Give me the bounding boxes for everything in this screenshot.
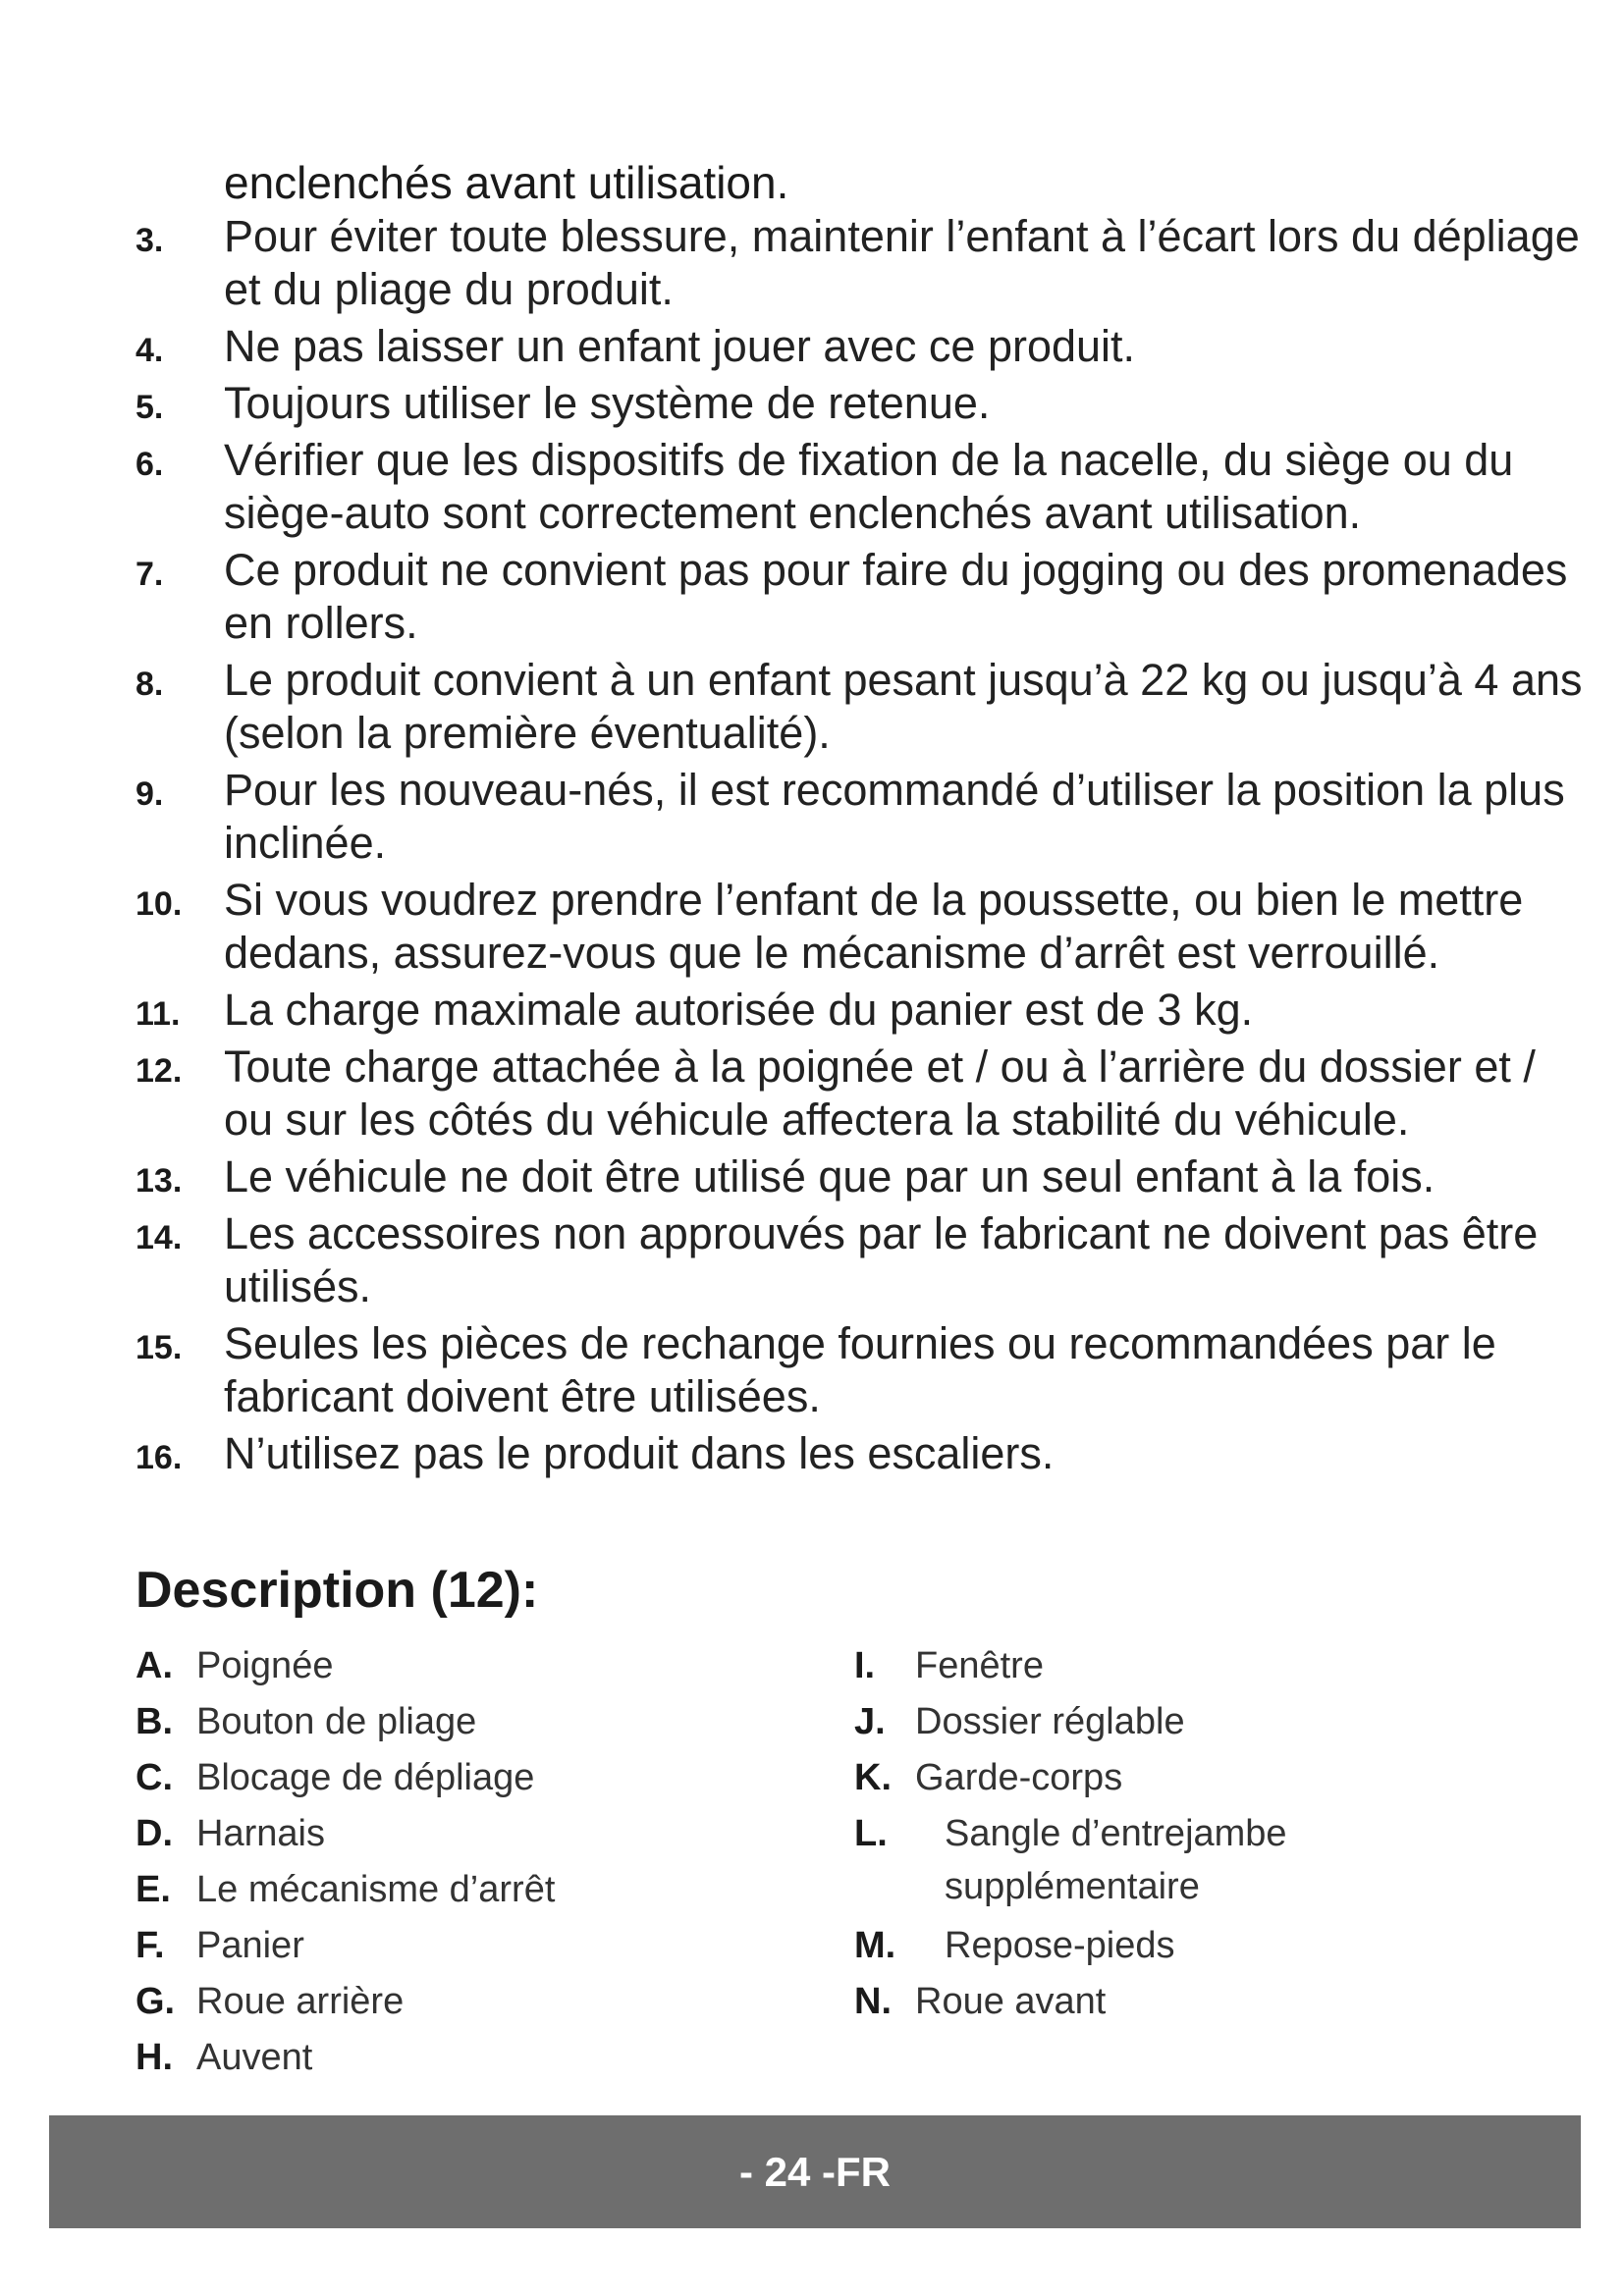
part-letter: C. [135,1757,173,1798]
safety-list [135,210,1589,1484]
item-text: La charge maximale autorisée du panier est de 3 kg. [224,985,1254,1035]
item-number: 7. [135,556,164,593]
part-label: Panier [196,1925,304,1966]
part-letter: J. [854,1701,886,1742]
part-letter: L. [854,1813,888,1854]
list-item [135,1150,1589,1203]
list-item [854,1695,1542,1751]
list-item [135,764,1589,870]
page-footer [49,2115,1581,2228]
part-label: Fenêtre [915,1645,1044,1686]
list-item [135,1427,1589,1480]
part-letter: K. [854,1757,892,1798]
item-number: 15. [135,1329,183,1366]
description-list-left [135,1639,823,2087]
list-item [135,544,1589,650]
item-text: Si vous voudrez prendre l’enfant de la poussette, ou bien le mettre dedans, assurez-vous que le mécanisme d’arrêt est verrouillé. [224,875,1524,978]
item-text: N’utilisez pas le produit dans les escaliers. [224,1428,1055,1478]
list-item [135,1807,823,1863]
item-number: 6. [135,446,164,483]
part-letter: N. [854,1981,892,2022]
item-number: 4. [135,332,164,369]
list-item [135,1751,823,1807]
part-label: Harnais [196,1813,325,1854]
part-letter: G. [135,1981,176,2022]
list-item [135,1041,1589,1147]
item-number: 16. [135,1439,183,1476]
item-number: 8. [135,666,164,703]
part-label: Auvent [196,2037,313,2078]
item-text: Toute charge attachée à la poignée et / ou à l’arrière du dossier et / ou sur les côtés du véhicule affectera la stabilité du véhicule. [224,1041,1536,1145]
item-number: 10. [135,885,183,923]
part-label: Garde-corps [915,1757,1123,1798]
part-label: Roue arrière [196,1981,405,2022]
part-letter: I. [854,1645,876,1686]
part-label: Poignée [196,1645,334,1686]
list-item [135,210,1589,316]
list-item [135,1317,1589,1423]
part-label: Dossier réglable [915,1701,1185,1742]
list-item [135,654,1589,760]
item-number: 12. [135,1052,183,1090]
list-item [135,2031,823,2087]
list-item [135,1975,823,2031]
part-label: Sangle d’entrejambe supplémentaire [945,1813,1287,1907]
item-number: 5. [135,389,164,426]
page-number: - 24 -FR [738,2148,891,2195]
part-label: Le mécanisme d’arrêt [196,1869,556,1910]
item-text: Seules les pièces de rechange fournies ou recommandées par le fabricant doivent être utilisées. [224,1318,1496,1421]
list-item [854,1639,1542,1695]
continuation-text: enclenchés avant utilisation. [224,157,789,208]
item-text: Le produit convient à un enfant pesant jusqu’à 22 kg ou jusqu’à 4 ans (selon la première éventualité). [224,655,1583,758]
description-list-right [854,1639,1542,2031]
item-text: Ne pas laisser un enfant jouer avec ce produit. [224,321,1136,371]
list-item [135,1695,823,1751]
list-item [135,320,1589,373]
part-label: Repose-pieds [945,1925,1175,1966]
item-text: Ce produit ne convient pas pour faire du jogging ou des promenades en rollers. [224,545,1568,648]
part-letter: D. [135,1813,173,1854]
part-label: Blocage de dépliage [196,1757,535,1798]
part-letter: A. [135,1645,173,1686]
item-number: 9. [135,775,164,813]
list-item [854,1919,1542,1975]
list-item [135,984,1589,1037]
list-item [135,1919,823,1975]
list-item [854,1975,1542,2031]
list-item [135,1207,1589,1313]
item-text: Toujours utiliser le système de retenue. [224,378,991,428]
item-number: 3. [135,222,164,259]
item-text: Pour les nouveau-nés, il est recommandé d’utiliser la position la plus inclinée. [224,765,1565,868]
item-number: 14. [135,1219,183,1256]
item-text: Les accessoires non approuvés par le fabricant ne doivent pas être utilisés. [224,1208,1539,1311]
list-item [854,1751,1542,1807]
item-text: Le véhicule ne doit être utilisé que par un seul enfant à la fois. [224,1151,1435,1201]
part-letter: H. [135,2037,173,2078]
list-item [135,874,1589,980]
list-item [135,1863,823,1919]
list-item [135,434,1589,540]
part-label: Bouton de pliage [196,1701,477,1742]
list-item [135,1639,823,1695]
description-title: Description (12): [135,1562,539,1619]
part-letter: M. [854,1925,896,1966]
part-label: Roue avant [915,1981,1107,2022]
list-item [135,377,1589,430]
item-number: 11. [135,995,181,1033]
part-letter: F. [135,1925,165,1966]
part-letter: E. [135,1869,171,1910]
item-number: 13. [135,1162,183,1200]
item-text: Vérifier que les dispositifs de fixation de la nacelle, du siège ou du siège-auto sont correctement enclenchés avant utilisation. [224,435,1514,538]
part-letter: B. [135,1701,173,1742]
item-text: Pour éviter toute blessure, maintenir l’enfant à l’écart lors du dépliage et du pliage du produit. [224,211,1580,314]
list-item [854,1807,1542,1919]
